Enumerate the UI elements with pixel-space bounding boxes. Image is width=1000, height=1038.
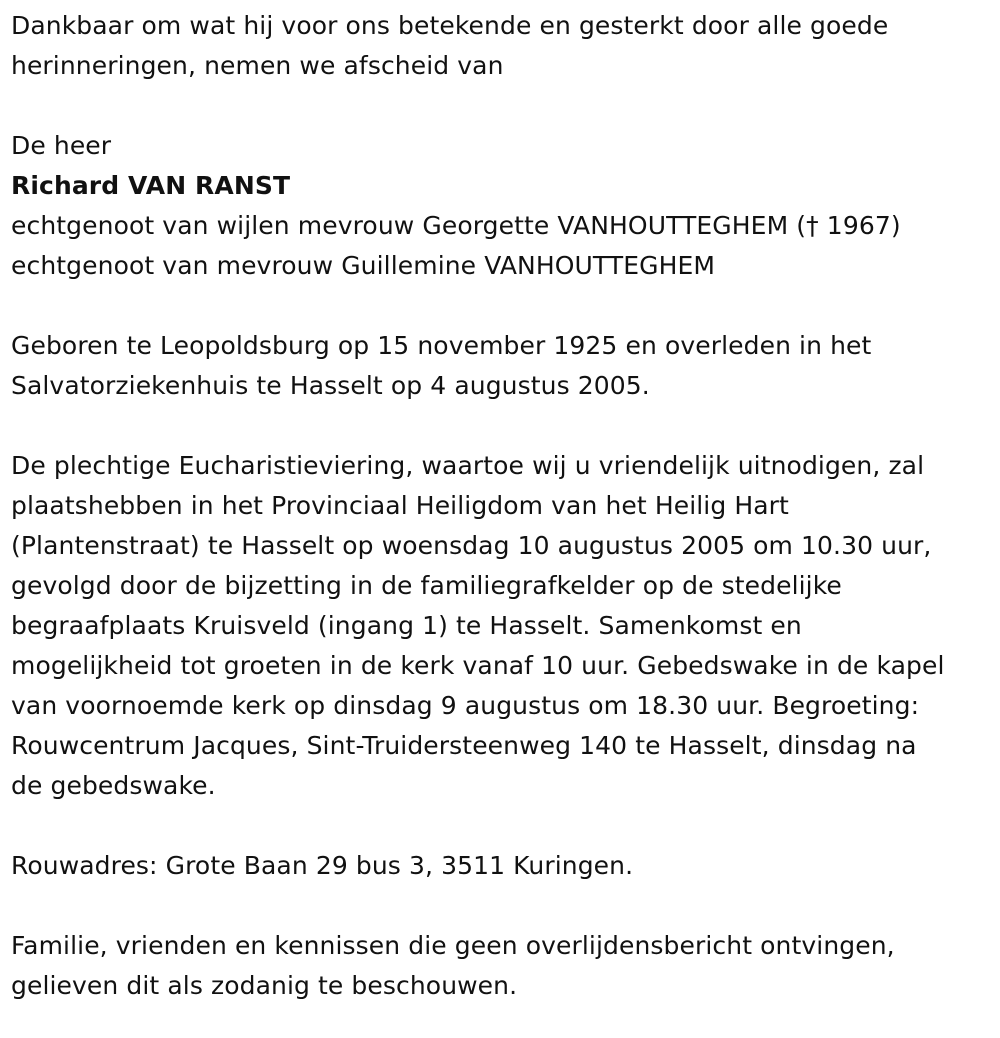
birth-death-paragraph (11, 326, 996, 406)
intro-paragraph (11, 6, 996, 86)
birth-death-line-2: Salvatorziekenhuis te Hasselt op 4 augustus 2005. (11, 371, 650, 400)
deceased-name: Richard VAN RANST (11, 171, 291, 200)
mourning-address: Rouwadres: Grote Baan 29 bus 3, 3511 Kuringen. (11, 851, 634, 880)
ceremony-line: (Plantenstraat) te Hasselt op woensdag 10 augustus 2005 om 10.30 uur, (11, 531, 932, 560)
spouse-line-1-text: echtgenoot van wijlen mevrouw Georgette VANHOUTTEGHEM ( (11, 211, 807, 240)
address-paragraph (11, 846, 996, 886)
birth-death-line-1: Geboren te Leopoldsburg op 15 november 1925 en overleden in het (11, 331, 872, 360)
ceremony-line: de gebedswake. (11, 771, 216, 800)
ceremony-line: gevolgd door de bijzetting in de familiegrafkelder op de stedelijke (11, 571, 842, 600)
ceremony-line: mogelijkheid tot groeten in de kerk vanaf 10 uur. Gebedswake in de kapel (11, 651, 945, 680)
intro-line-1: Dankbaar om wat hij voor ons betekende en gesterkt door alle goede (11, 11, 889, 40)
spacer (11, 86, 996, 126)
deceased-block (11, 126, 996, 286)
spacer (11, 806, 996, 846)
closing-line-2: gelieven dit als zodanig te beschouwen. (11, 971, 518, 1000)
ceremony-line: van voornoemde kerk op dinsdag 9 augustus om 18.30 uur. Begroeting: (11, 691, 920, 720)
spacer (11, 406, 996, 446)
cross-icon: † (806, 211, 819, 240)
salutation: De heer (11, 131, 112, 160)
spacer (11, 886, 996, 926)
spouse-line-1-year: 1967) (818, 211, 901, 240)
closing-line-1: Familie, vrienden en kennissen die geen overlijdensbericht ontvingen, (11, 931, 895, 960)
ceremony-line: begraafplaats Kruisveld (ingang 1) te Hasselt. Samenkomst en (11, 611, 802, 640)
ceremony-line: De plechtige Eucharistieviering, waartoe wij u vriendelijk uitnodigen, zal (11, 451, 925, 480)
spouse-line-2: echtgenoot van mevrouw Guillemine VANHOUTTEGHEM (11, 251, 716, 280)
funeral-notice (11, 6, 996, 1006)
spouse-line-1 (11, 206, 996, 246)
ceremony-line: Rouwcentrum Jacques, Sint-Truidersteenweg 140 te Hasselt, dinsdag na (11, 731, 917, 760)
spacer (11, 286, 996, 326)
intro-line-2: herinneringen, nemen we afscheid van (11, 51, 504, 80)
closing-paragraph (11, 926, 996, 1006)
ceremony-paragraph (11, 446, 996, 806)
ceremony-line: plaatshebben in het Provinciaal Heiligdom van het Heilig Hart (11, 491, 789, 520)
